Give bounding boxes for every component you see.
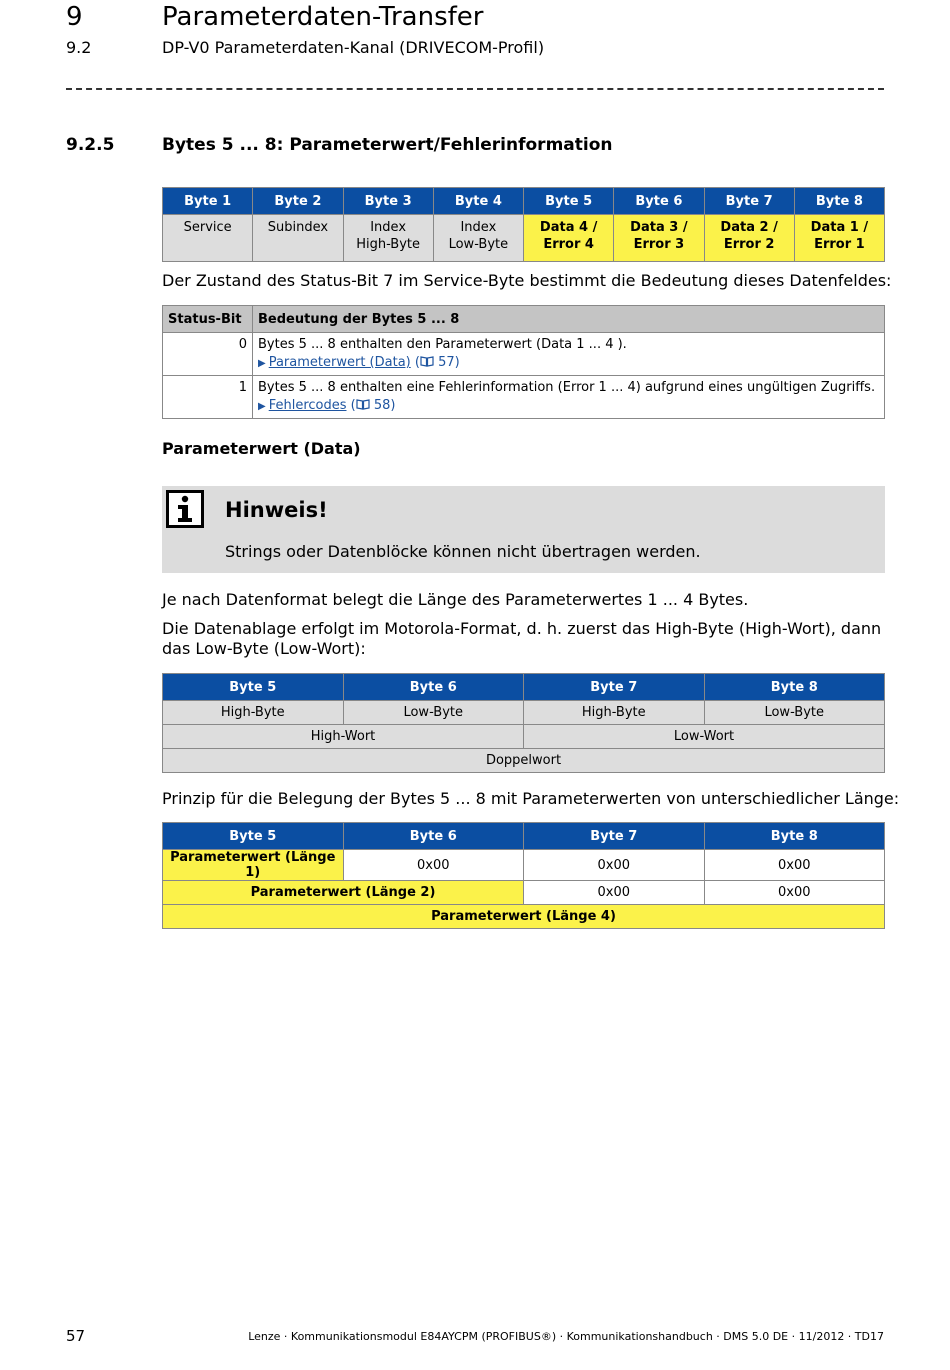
zero-cell: 0x00 xyxy=(524,881,705,905)
byte-cell-data1: Data 1 / Error 1 xyxy=(794,215,884,262)
subsection-title: Bytes 5 ... 8: Parameterwert/Fehlerinformation xyxy=(162,135,613,155)
table-row xyxy=(163,376,885,419)
chapter-title: Parameterdaten-Transfer xyxy=(162,2,484,32)
header-divider xyxy=(66,88,884,90)
length-header-row xyxy=(163,823,885,850)
length-paragraph: Je nach Datenformat belegt die Länge des Parameterwertes 1 ... 4 Bytes. xyxy=(162,590,749,609)
byte-cell: Low-Byte xyxy=(704,701,885,725)
table-row xyxy=(163,850,885,881)
param-heading: Parameterwert (Data) xyxy=(162,439,361,458)
principle-paragraph: Prinzip für die Belegung der Bytes 5 ... 8 mit Parameterwerten von unterschiedlicher Länge: xyxy=(162,789,900,808)
format-header-row xyxy=(163,674,885,701)
status-bit-header: Status-Bit xyxy=(163,306,253,333)
table-row xyxy=(163,749,885,773)
byte-cell-data3: Data 3 / Error 3 xyxy=(614,215,704,262)
byte-cell-data4: Data 4 / Error 4 xyxy=(524,215,614,262)
ref-open: ( xyxy=(410,355,420,370)
byte-header: Byte 7 xyxy=(524,823,705,850)
book-icon xyxy=(356,399,370,410)
length-table xyxy=(162,822,885,929)
byte-header: Byte 3 xyxy=(343,188,433,215)
meaning-text: Bytes 5 ... 8 enthalten eine Fehlerinformation (Error 1 ... 4) aufgrund eines ungültigen Zugriffs. xyxy=(258,380,876,395)
note-text: Strings oder Datenblöcke können nicht übertragen werden. xyxy=(225,542,701,561)
book-icon xyxy=(420,356,434,367)
link-parameterwert[interactable]: Parameterwert (Data) xyxy=(268,355,411,370)
byte-table-row xyxy=(163,215,885,262)
section-title: DP-V0 Parameterdaten-Kanal (DRIVECOM-Profil) xyxy=(162,38,545,57)
page-ref[interactable]: 57) xyxy=(433,355,460,370)
intro-paragraph: Der Zustand des Status-Bit 7 im Service-Byte bestimmt die Bedeutung dieses Datenfeldes: xyxy=(162,271,892,290)
byte-cell-subindex: Subindex xyxy=(253,215,343,262)
byte-header: Byte 8 xyxy=(704,823,885,850)
arrow-right-icon: ▶ xyxy=(258,358,266,369)
page-number: 57 xyxy=(66,1327,86,1345)
byte-table xyxy=(162,187,885,262)
meaning-header: Bedeutung der Bytes 5 ... 8 xyxy=(253,306,885,333)
meaning-text: Bytes 5 ... 8 enthalten den Parameterwert (Data 1 ... 4 ). xyxy=(258,337,627,352)
info-icon xyxy=(166,490,204,528)
table-row xyxy=(163,881,885,905)
table-row xyxy=(163,701,885,725)
byte-header: Byte 6 xyxy=(614,188,704,215)
byte-header: Byte 2 xyxy=(253,188,343,215)
byte-header: Byte 8 xyxy=(704,674,885,701)
note-title: Hinweis! xyxy=(225,498,328,522)
word-cell: Low-Wort xyxy=(524,725,885,749)
word-cell: High-Wort xyxy=(163,725,524,749)
byte-header: Byte 1 xyxy=(163,188,253,215)
byte-header: Byte 7 xyxy=(704,188,794,215)
length4-cell: Parameterwert (Länge 4) xyxy=(163,905,885,929)
table-row xyxy=(163,333,885,376)
zero-cell: 0x00 xyxy=(704,881,885,905)
byte-cell-service: Service xyxy=(163,215,253,262)
table-row xyxy=(163,725,885,749)
chapter-number: 9 xyxy=(66,2,83,32)
byte-cell: Low-Byte xyxy=(343,701,524,725)
storage-paragraph: Die Datenablage erfolgt im Motorola-Format, d. h. zuerst das High-Byte (High-Wort), dann das Low-Byte (Low-Wort): xyxy=(162,619,882,658)
status-bit-value: 0 xyxy=(163,333,253,376)
arrow-right-icon: ▶ xyxy=(258,401,266,412)
byte-header: Byte 5 xyxy=(163,674,344,701)
byte-header: Byte 6 xyxy=(343,674,524,701)
dword-cell: Doppelwort xyxy=(163,749,885,773)
byte-table-header-row xyxy=(163,188,885,215)
format-table xyxy=(162,673,885,773)
zero-cell: 0x00 xyxy=(343,850,524,881)
byte-header: Byte 7 xyxy=(524,674,705,701)
section-number: 9.2 xyxy=(66,38,92,57)
byte-cell-index-low: Index Low-Byte xyxy=(433,215,523,262)
status-meaning xyxy=(253,376,885,419)
byte-cell-index-high: Index High-Byte xyxy=(343,215,433,262)
byte-header: Byte 5 xyxy=(524,188,614,215)
byte-header: Byte 8 xyxy=(794,188,884,215)
ref-open: ( xyxy=(346,398,356,413)
link-fehlercodes[interactable]: Fehlercodes xyxy=(268,398,347,413)
zero-cell: 0x00 xyxy=(524,850,705,881)
length1-cell: Parameterwert (Länge 1) xyxy=(163,850,344,881)
length2-cell: Parameterwert (Länge 2) xyxy=(163,881,524,905)
status-bit-value: 1 xyxy=(163,376,253,419)
byte-cell-data2: Data 2 / Error 2 xyxy=(704,215,794,262)
byte-cell: High-Byte xyxy=(524,701,705,725)
status-table xyxy=(162,305,885,419)
byte-cell: High-Byte xyxy=(163,701,344,725)
table-row xyxy=(163,905,885,929)
subsection-number: 9.2.5 xyxy=(66,135,115,155)
page-ref[interactable]: 58) xyxy=(369,398,396,413)
status-table-header-row xyxy=(163,306,885,333)
byte-header: Byte 4 xyxy=(433,188,523,215)
zero-cell: 0x00 xyxy=(704,850,885,881)
byte-header: Byte 6 xyxy=(343,823,524,850)
byte-header: Byte 5 xyxy=(163,823,344,850)
footer-text: Lenze · Kommunikationsmodul E84AYCPM (PROFIBUS®) · Kommunikationshandbuch · DMS 5.0 DE · 11/2012 · TD17 xyxy=(248,1330,884,1343)
status-meaning xyxy=(253,333,885,376)
